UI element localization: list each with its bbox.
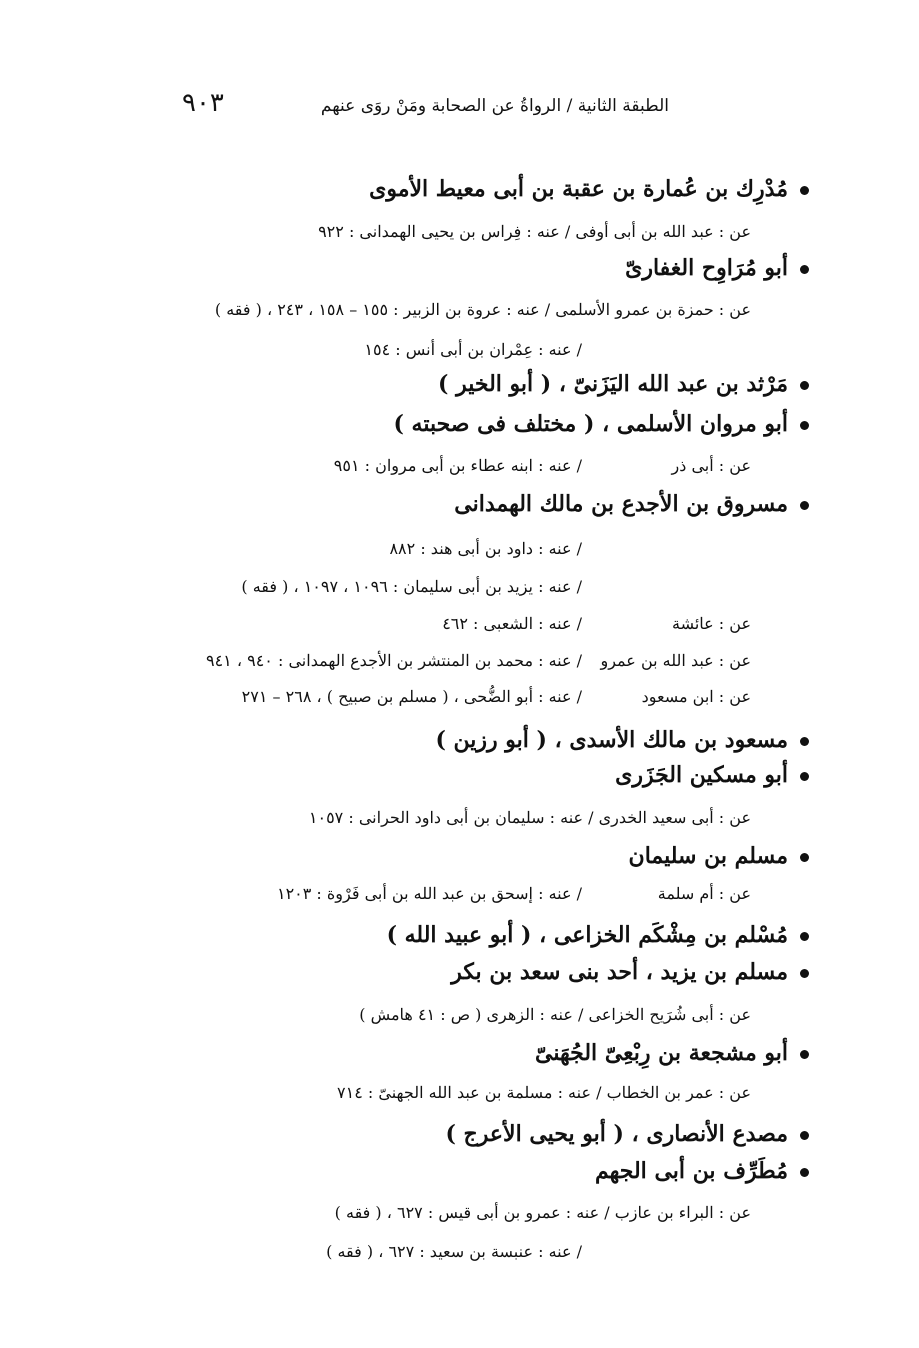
bullet-icon — [800, 265, 809, 274]
running-header: الطبقة الثانية / الرواةُ عن الصحابة ومَنْ روَى عنهم — [320, 96, 669, 116]
transmission-line: / عنه : إسحق بن عبد الله بن أبى فَرْوة : ١٢٠٣ — [276, 884, 582, 903]
transmission-line: / عنه : يزيد بن أبى سليمان : ١٠٩٦ ، ١٠٩٧ ، ( فقه ) — [241, 577, 582, 596]
transmission-line: / عنه : محمد بن المنتشر بن الأجدع الهمدانى : ٩٤٠ ، ٩٤١ — [205, 651, 582, 670]
narrator-entry: مسعود بن مالك الأسدى ، ( أبو رزين ) — [435, 727, 809, 753]
bullet-icon — [800, 501, 809, 510]
narrator-entry: مسلم بن سليمان — [629, 843, 809, 869]
transmission-line: / عنه : داود بن أبى هند : ٨٨٢ — [389, 539, 582, 558]
bullet-icon — [800, 1050, 809, 1059]
page-number: ٩٠٣ — [182, 88, 224, 118]
narrator-entry: أبو مُرَاوِح الغفارىّ — [625, 255, 809, 281]
narrator-entry: أبو مسكين الجَزَرى — [615, 762, 809, 788]
bullet-icon — [800, 772, 809, 781]
transmission-line: / عنه : أبو الضُّحى ، ( مسلم بن صبيح ) ، ٢٦٨ – ٢٧١ — [241, 687, 582, 706]
transmission-line: / عنه : عنبسة بن سعيد : ٦٢٧ ، ( فقه ) — [326, 1242, 582, 1261]
narrator-entry: مسلم بن يزيد ، أحد بنى سعد بن بكر — [451, 959, 809, 985]
narrator-entry: أبو مروان الأسلمى ، ( مختلف فى صحبته ) — [393, 411, 809, 437]
transmission-line: عن : البراء بن عازب / عنه : عمرو بن أبى قيس : ٦٢٧ ، ( فقه ) — [334, 1203, 751, 1222]
narrator-entry: مصدع الأنصارى ، ( أبو يحيى الأعرج ) — [445, 1121, 809, 1147]
bullet-icon — [800, 1131, 809, 1140]
narrator-entry: مسروق بن الأجدع بن مالك الهمدانى — [454, 491, 809, 517]
bullet-icon — [800, 421, 809, 430]
transmission-line: / عنه : الشعبى : ٤٦٢ — [442, 614, 582, 633]
bullet-icon — [800, 969, 809, 978]
source-line: عن : أم سلمة — [657, 884, 751, 903]
transmission-line: عن : عمر بن الخطاب / عنه : مسلمة بن عبد الله الجهنىّ : ٧١٤ — [337, 1083, 751, 1102]
transmission-line: عن : أبى شُرَيح الخزاعى / عنه : الزهرى ( ص : ٤١ هامش ) — [359, 1005, 751, 1024]
bullet-icon — [800, 853, 809, 862]
bullet-icon — [800, 186, 809, 195]
narrator-entry: مُسْلم بن مِشْكَم الخزاعى ، ( أبو عبيد الله ) — [387, 922, 809, 948]
bullet-icon — [800, 932, 809, 941]
transmission-line: عن : عبد الله بن أبى أوفى / عنه : فِراس بن يحيى الهمدانى : ٩٢٢ — [318, 222, 751, 241]
narrator-entry: مُطَرِّف بن أبى الجهم — [595, 1158, 809, 1184]
transmission-line: عن : حمزة بن عمرو الأسلمى / عنه : عروة بن الزبير : ١٥٥ – ١٥٨ ، ٢٤٣ ، ( فقه ) — [214, 300, 751, 319]
source-line: عن : عبد الله بن عمرو — [600, 651, 751, 670]
bullet-icon — [800, 1168, 809, 1177]
transmission-line: عن : أبى سعيد الخدرى / عنه : سليمان بن أبى داود الحرانى : ١٠٥٧ — [308, 808, 751, 827]
source-line: عن : أبى ذر — [671, 456, 751, 475]
transmission-line: / عنه : ابنه عطاء بن أبى مروان : ٩٥١ — [333, 456, 582, 475]
narrator-entry: مَرْثد بن عبد الله اليَزَنىّ ، ( أبو الخير ) — [438, 371, 809, 397]
source-line: عن : عائشة — [671, 614, 751, 633]
narrator-entry: مُدْرِك بن عُمارة بن عقبة بن أبى معيط الأموى — [369, 176, 809, 202]
transmission-line: / عنه : عِمْران بن أبى أنس : ١٥٤ — [364, 340, 582, 359]
bullet-icon — [800, 737, 809, 746]
source-line: عن : ابن مسعود — [641, 687, 751, 706]
bullet-icon — [800, 381, 809, 390]
narrator-entry: أبو مشجعة بن رِبْعِىّ الجُهَنىّ — [535, 1040, 809, 1066]
